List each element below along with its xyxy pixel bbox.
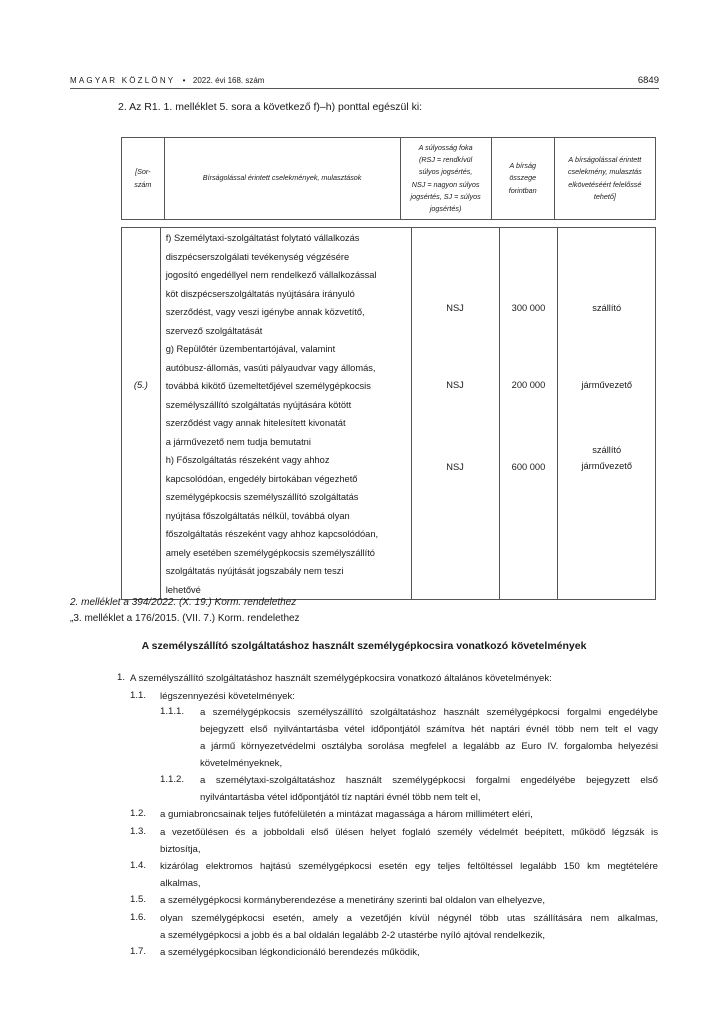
point-text: a személygépkocsiban légkondicionáló berendezés működik, [160,947,420,958]
severity-h: NSJ [446,462,464,472]
point-text-block [200,774,658,805]
header-line: A bírság [509,161,536,171]
row-number-cell [122,228,161,600]
description-line: szerződést vagy annak hitelesített kivonatát [165,418,346,428]
amount-f: 300 000 [511,303,546,313]
publication-name: MAGYAR KÖZLÖNY [70,76,176,85]
point-line: biztosítja, [160,844,201,855]
amendment-intro: 2. Az R1. 1. melléklet 5. sora a következő f)–h) ponttal egészül ki: [118,101,423,113]
description-line: szerződést, vagy veszi igénybe annak közvetítő, [165,307,365,317]
description-line: autóbusz-állomás, vasúti pályaudvar vagy állomás, [165,362,376,373]
point-line: kizárólag elektromos hajtású személygépkocsi esetén egy teljes feltöltéssel legalább 150 km megtételére [160,861,658,872]
severity-g: NSJ [446,380,464,390]
description-line: főszolgáltatás részeként vagy ahhoz kapcsolódóan, [165,529,379,539]
point-number: 1.1. [130,690,147,701]
point-number: 1.5. [130,894,147,905]
description-line: személygépkocsis személyszállító szolgáltatás [165,492,359,502]
point-line: olyan személygépkocsi esetén, amely a vezetőjén kívül négynél több utas szállítására nem alkalmas, [160,913,658,924]
point-number: 1.4. [130,860,147,871]
annex-subtitle: „3. melléklet a 176/2015. (VII. 7.) Korm. rendelethez [70,613,300,624]
point-text-block [160,860,658,891]
point-text: légszennyezési követelmények: [160,691,295,702]
description-line: diszpécserszolgálati tevékenység végzésére [165,251,350,262]
point-number: 1. [117,672,126,683]
description-line: amely esetében személygépkocsis személyszállító [165,547,375,558]
severity-f: NSJ [446,303,464,313]
amount-cell [499,228,558,600]
point-number: 1.1.2. [160,774,185,785]
point-line: követelményeknek, [200,758,283,769]
point-text-block [200,706,658,771]
header-line: A súlyosság foka [418,142,473,152]
responsible-cell [558,228,656,600]
section-title: A személyszállító szolgáltatáshoz használt személygépkocsira vonatkozó követelmények [141,640,587,652]
fine-table-header [121,137,656,220]
header-col-number-line: [Sor- [135,167,151,177]
description-line: köt diszpécserszolgáltatás nyújtására irányuló [165,288,355,299]
issue-label: 2022. évi 168. szám [192,76,265,85]
running-header [70,76,264,85]
description-line: személyszállító szolgáltatás nyújtására kötött [165,399,352,410]
header-line: A bírságolással érintett [568,155,642,165]
header-col-number [122,138,165,220]
point-text: A személyszállító szolgáltatáshoz használt személygépkocsira vonatkozó általános követelmények: [130,673,552,684]
point-text: a gumiabroncsainak teljes futófelületén a mintázat magassága a három millimétert eléri, [160,809,533,820]
description-line: h) Főszolgáltatás részeként vagy ahhoz [165,455,330,465]
point-line: bejegyzett első nyilvántartásba vétel időpontjától számítva hét naptári évnél több nem telt el vagy [200,724,658,735]
page-number: 6849 [637,75,659,86]
header-col-severity [400,138,491,220]
point-line: nyilvántartásba vétel időpontjától tíz naptári évnél több nem telt el, [200,792,481,803]
point-line: alkalmas, [160,878,201,889]
severity-cell [411,228,499,600]
header-line: (RSJ = rendkívül [418,155,473,165]
header-line: jogsértés, SJ = súlyos [410,191,481,201]
row-description-cell [160,228,411,600]
fine-table-body [121,227,656,600]
point-number: 1.7. [130,946,147,957]
point-number: 1.1.1. [160,706,185,717]
header-col-acts: Bírságolással érintett cselekmények, mulasztások [164,138,400,220]
description-line: a járművezető nem tudja bemutatni [165,436,311,447]
responsible-g: járművezető [581,380,633,390]
description-line: továbbá kikötő üzemeltetőjével személygépkocsis [165,381,371,391]
header-col-number-line: szám [134,179,152,189]
header-divider [70,88,659,89]
point-text-block [160,826,658,857]
header-line: NSJ = nagyon súlyos [411,179,480,189]
header-line: jogsértés) [429,203,462,213]
header-line: cselekmény, mulasztás [567,167,642,177]
description-line: nyújtása főszolgáltatás nélkül, továbbá olyan [165,510,350,521]
point-text: a személygépkocsi kormányberendezése a menetirány szerinti bal oldalon van elhelyezve, [160,895,546,906]
description-line: jogosító engedéllyel nem rendelkező vállalkozással [165,270,377,280]
point-number: 1.3. [130,826,147,837]
point-line: a vezetőülésen és a jobboldali első ülésen helyet foglaló személy védelmét beépített, működő légzsák is [160,827,658,838]
header-col-amount [491,138,554,220]
point-number: 1.6. [130,912,147,923]
point-line: a jármű környezetvédelmi osztályba sorolása megfelel a legalább az Euro IV. forgalomba helyezési [200,741,658,752]
header-line: elkövetéséért felelőssé [568,179,642,189]
responsible-f: szállító [592,303,622,313]
description-line: szervező szolgáltatását [165,325,263,336]
header-line: forintban [508,185,537,195]
header-line: súlyos jogsértés, [418,167,473,177]
point-text-block [160,912,658,943]
description-line: kapcsolódóan, engedély birtokában végezhető [165,473,358,484]
header-line: összege [509,173,537,183]
point-line: a személygépkocsi a jobb és a bal oldalán legalább 2-2 utastérbe nyíló ajtóval rendelkezik, [160,930,546,941]
amount-h: 600 000 [511,462,546,472]
point-line: a személygépkocsis személyszállító szolgáltatáshoz használt személygépkocsi forgalmi engedélybe [200,707,658,718]
description-line: g) Repülőtér üzembentartójával, valamint [165,344,336,354]
responsible-h-1: szállító [592,445,622,455]
description-line: lehetővé [165,584,201,595]
description-line: szolgáltatás nyújtását jogszabály nem teszi [165,566,344,576]
header-separator: • [182,76,186,85]
amount-g: 200 000 [511,380,546,390]
point-number: 1.2. [130,808,147,819]
annex-title: 2. melléklet a 394/2022. (X. 19.) Korm. rendelethez [70,597,297,608]
point-line: a személytaxi-szolgáltatáshoz használt személygépkocsi forgalmi engedélyébe bejegyzett első [200,775,658,786]
description-line: f) Személytaxi-szolgáltatást folytató vállalkozás [165,233,360,243]
row-number: (5.) [133,380,148,390]
header-col-responsible [554,138,655,220]
header-line: tehető] [593,191,616,201]
responsible-h-2: járművezető [581,461,633,471]
